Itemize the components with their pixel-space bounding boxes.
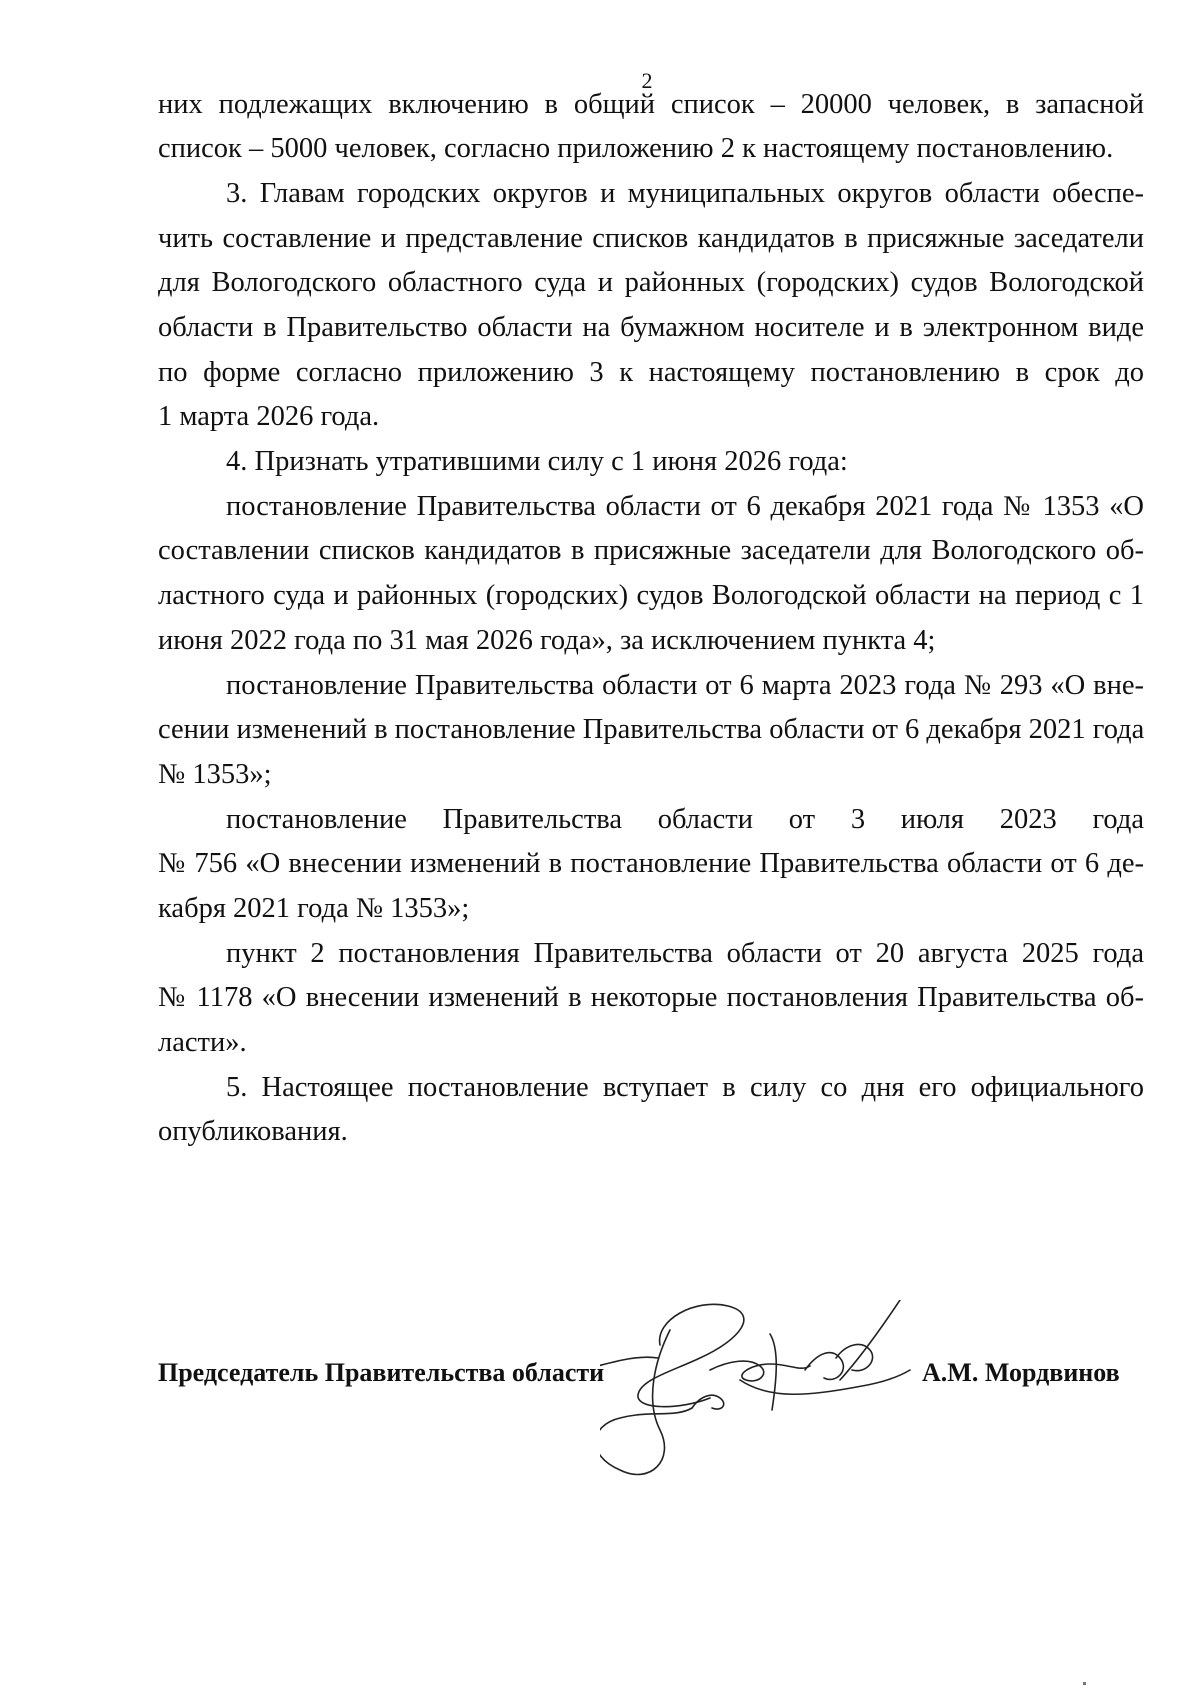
text-line: 5. Настоящее постановление вступает в силу со дня его официального: [226, 1072, 1144, 1103]
signatory-title: Председатель Правительства области: [158, 1358, 605, 1387]
text-line: постановление Правительства области от 6 марта 2023 года № 293 «О вне-: [226, 670, 1144, 701]
text-line: постановление Правительства области от 6 декабря 2021 года № 1353 «О: [226, 491, 1144, 522]
signatory-name: А.М. Мордвинов: [922, 1358, 1120, 1387]
text-line: пункт 2 постановления Правительства области от 20 августа 2025 года: [226, 938, 1144, 969]
text-line: июня 2022 года по 31 мая 2026 года», за исключением пункта 4;: [158, 625, 936, 656]
text-line: составлении списков кандидатов в присяжные заседатели для Вологодского об-: [158, 535, 1144, 566]
text-line: № 1178 «О внесении изменений в некоторые постановления Правительства об-: [158, 982, 1144, 1013]
scan-mark: [1083, 1682, 1086, 1685]
text-line: № 1353»;: [158, 759, 272, 790]
text-line: опубликования.: [158, 1116, 348, 1147]
text-line: для Вологодского областного суда и районных (городских) судов Вологодской: [158, 267, 1144, 298]
text-line: сении изменений в постановление Правительства области от 6 декабря 2021 года: [158, 714, 1145, 745]
text-line: ластного суда и районных (городских) судов Вологодской области на период с 1: [158, 580, 1144, 611]
text-line: 1 марта 2026 года.: [158, 401, 380, 432]
text-line: 3. Главам городских округов и муниципальных округов области обеспе-: [226, 178, 1144, 209]
text-line: ласти».: [158, 1027, 247, 1058]
text-line: № 756 «О внесении изменений в постановление Правительства области от 6 де-: [158, 848, 1144, 879]
text-line: 4. Признать утратившими силу с 1 июня 2026 года:: [226, 446, 848, 477]
text-line: чить составление и представление списков кандидатов в присяжные заседатели: [158, 223, 1144, 254]
text-line: области в Правительство области на бумажном носителе и в электронном виде: [158, 312, 1144, 343]
text-line: них подлежащих включению в общий список – 20000 человек, в запасной: [158, 89, 1144, 120]
handwritten-signature: [600, 1300, 920, 1500]
page-number: 2: [641, 68, 653, 93]
text-line: постановление Правительства области от 3 июля 2023 года: [226, 804, 1144, 835]
text-line: список – 5000 человек, согласно приложению 2 к настоящему постановлению.: [158, 133, 1114, 164]
text-line: кабря 2021 года № 1353»;: [158, 893, 470, 924]
text-line: по форме согласно приложению 3 к настоящему постановлению в срок до: [158, 357, 1144, 388]
